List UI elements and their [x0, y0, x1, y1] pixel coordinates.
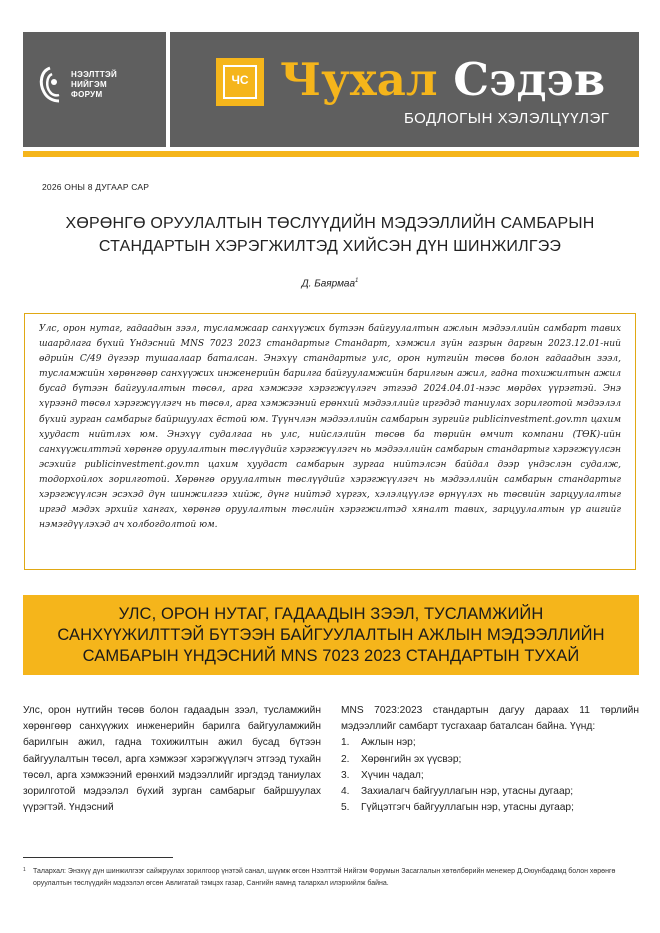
header-banner	[23, 32, 639, 147]
author-name: Д. Баярмаа	[301, 278, 356, 290]
body-column-right	[341, 703, 639, 816]
list-item-text: Хүчин чадал;	[361, 769, 424, 781]
list-item-text: Ажлын нэр;	[361, 737, 416, 749]
org-name	[71, 70, 161, 100]
footnote-divider	[23, 857, 173, 858]
org-logo-panel	[23, 32, 166, 147]
list-item	[341, 735, 639, 751]
document-title-line: ХӨРӨНГӨ ОРУУЛАЛТЫН ТӨСЛҮҮДИЙН МЭДЭЭЛЛИЙН САМБАРЫН	[65, 215, 595, 232]
open-society-forum-logo-icon	[37, 65, 63, 105]
footnote-mark: 1	[23, 867, 26, 873]
series-title	[280, 54, 605, 106]
document-title-line: СТАНДАРТЫН ХЭРЭГЖИЛТЭД ХИЙСЭН ДҮН ШИНЖИЛГЭЭ	[98, 238, 562, 255]
series-subtitle: БОДЛОГЫН ХЭЛЭЛЦҮҮЛЭГ	[404, 110, 610, 127]
list-item-text: Хөрөнгийн эх үүсвэр;	[361, 753, 462, 765]
series-panel	[170, 32, 639, 147]
section-title	[23, 604, 639, 667]
list-item	[341, 800, 639, 816]
series-title-first: Чухал	[280, 53, 438, 106]
series-badge	[216, 58, 264, 106]
footnote-text: Талархал: Энэхүү дүн шинжилгээг сайжруулах зорилгоор үнэтэй санал, шүүмж өгсөн Нээлттэй Нийгэм Форумын Засаглалын хөтөлбөрийн менежер Д.Оюунбадамд болон хөрөнгө оруулалтын төслүүдийн мэдээлэл өгсөн Авлигатай тэмцэх газар, Сангийн яамнд талархал илэрхийлж байна.	[33, 868, 616, 887]
banner-divider	[23, 151, 639, 157]
list-item-number: 1.	[341, 737, 350, 749]
list-item-text: Гүйцэтгэгч байгууллагын нэр, утасны дугаар;	[361, 802, 574, 814]
list-item-number: 4.	[341, 786, 350, 798]
issue-date: 2026 ОНЫ 8 ДУГААР САР	[42, 182, 150, 192]
section-title-line: САНХҮҮЖИЛТТЭЙ БҮТЭЭН БАЙГУУЛАЛТЫН АЖЛЫН МЭДЭЭЛЛИЙН	[57, 626, 605, 644]
body-column-left: Улс, орон нутгийн төсөв болон гадаадын зээл, тусламжийн хөрөнгөөр санхүүжих инженерийн барилга байгууламжийн барилгын ажил, гадна тохижилтын ажил бусад бүтээн байгуулалтын төсөл, арга хэмжээг хэрэгжүүлэгч этгээд тухайн төсөл, арга хэмжээний ерөнхий мэдээллийг иргэдэд таниулах зорилготой мэдээлэл бүхий зурган самбарыг байршуулах үүрэгтэй. Үндэсний	[23, 705, 321, 814]
abstract-box: Улс, орон нутаг, гадаадын зээл, тусламжаар санхүүжих бүтээн байгуулалтын ажлын мэдээллийн самбарт тавих шаардлага бүхий Үндэсний MNS 7023 2023 стандартыг Стандарт, хэмжил зүйн газрын даргын 2023.12.01-ний өдрийн С/49 дүгээр тушаалаар баталсан. Энэхүү стандартыг улс, орон нутгийн төсөв болон гадаадын зээл, тусламжийн хөрөнгөөр санхүүжих инженерийн барилга байгууламжийн барилгын ажил, гадна тохижилтын ажил бусад бүтээн байгуулалтын төсөл, арга хэмжээг хэрэгжүүлэгч этгээд 2024.04.01-нээс мөрдөх үүрэгтэй. Энэ хүрээнд төсөл хэрэгжүүлэгч нь төсөл, арга хэмжээний ерөнхий мэдээллийг иргэдэд таниулах зорилготой мэдээлэл бүхий зурган самбарыг байршуулах ёстой юм. Түүнчлэн мэдээллийн самбарын зургийг publicinvestment.gov.mn цахим хуудаст нийтлэх юм. Энэхүү судалгаа нь улс, нийслэлийн төсөв ба төрийн өмчит компани (ТӨК)-ийн санхүүжилттэй хөрөнгө оруулалтын төслүүдийг хэрэгжүүлэгч нь мэдээллийн самбарын стандартыг хэрэгжүүлсэн эсэхийг publicinvestment.gov.mn цахим хуудаст самбарын зургаа нийтэлсэн байдал дээр үндэслэн судалж, тодорхойлох зорилготой. Хөрөнгө оруулалтын төслүүдийг хэрэгжүүлэгч нь мэдээллийн самбарын стандартыг хэрэгжүүлсэн эсэхэд дүн шинжилгээ хийж, дүнг нийтэд хүргэх, хэлэлцүүлэг өрнүүлэх нь төсвийн зарцуулалтыг иргэд мэдэх эрхийг хангах, хөрөнгө оруулалтын төслийн хэрэгжилтэд хяналт тавих, зарцуулалтын үр ашгийг нэмэгдүүлэхэд ач холбогдолтой юм.	[24, 313, 636, 570]
list-item	[341, 752, 639, 768]
list-item-text: Захиалагч байгууллагын нэр, утасны дугаар;	[361, 786, 574, 798]
footnote	[23, 866, 639, 890]
author	[40, 278, 620, 289]
author-footnote-mark: 1	[355, 278, 359, 284]
list-item-number: 5.	[341, 802, 350, 814]
section-title-line: УЛС, ОРОН НУТАГ, ГАДААДЫН ЗЭЭЛ, ТУСЛАМЖИЙН	[118, 605, 544, 623]
section-heading-box	[23, 595, 639, 675]
section-title-line: САМБАРЫН ҮНДЭСНИЙ MNS 7023 2023 СТАНДАРТЫН ТУХАЙ	[82, 647, 580, 665]
org-name-line: НИЙГЭМ	[71, 80, 107, 89]
list-item	[341, 784, 639, 800]
list-item	[341, 768, 639, 784]
org-name-line: ФОРУМ	[71, 90, 103, 99]
list-intro: MNS 7023:2023 стандартын дагуу дараах 11 төрлийн мэдээллийг самбарт тусгахаар баталсан байна. Үүнд:	[341, 705, 639, 733]
requirements-list	[341, 735, 639, 816]
org-name-line: НЭЭЛТТЭЙ	[71, 70, 118, 79]
document-title	[40, 212, 620, 258]
list-item-number: 2.	[341, 753, 350, 765]
series-title-second: Сэдэв	[453, 53, 606, 106]
badge-text: ЧС	[231, 73, 249, 87]
list-item-number: 3.	[341, 769, 350, 781]
